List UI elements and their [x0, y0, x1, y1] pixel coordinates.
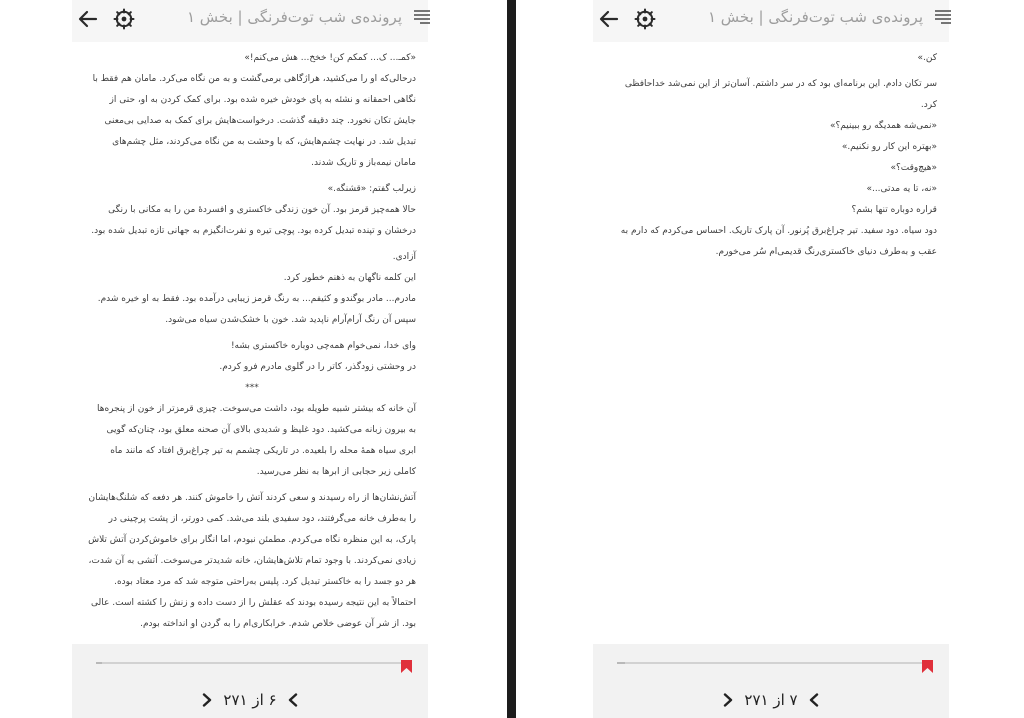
gear-icon[interactable] — [112, 7, 136, 31]
paragraph: وای خدا، نمی‌خوام همه‌چی دوباره خاکستری بشه! — [230, 341, 416, 351]
top-toolbar — [593, 0, 949, 38]
reading-progress-fill — [617, 662, 625, 664]
chevron-right-icon[interactable] — [197, 689, 217, 711]
page-navigator — [593, 688, 949, 712]
paragraph: این کلمه ناگهان به ذهنم خطور کرد. — [283, 273, 416, 283]
paragraph: «هیچ‌وقت؟» — [890, 163, 937, 173]
chevron-left-icon[interactable] — [804, 689, 824, 711]
bottom-toolbar — [72, 644, 428, 718]
paragraph: آن خانه که بیشتر شبیه طویله بود، داشت می‌سوخت. چیزی قرمزتر از خون از پنجره‌ها به بیرون زبانه می‌کشید. دود غلیظ و شدیدی بالای آن صحنه معلق بود، چنان‌که گویی ابری سیاه همهٔ محله را بلعیده. در تاریکی چشمم به تیر چراغ‌برق افتاد که مانند ماه کاملی زیر حجابی از ابرها به نظر می‌رسید. — [96, 404, 416, 477]
text-lines-icon[interactable] — [931, 5, 949, 29]
paragraph: سر تکان دادم. این برنامه‌ای بود که در سر داشتم. آسان‌تر از این نمی‌شد خداحافظی کرد. — [624, 79, 937, 110]
arrow-left-icon[interactable] — [76, 7, 100, 31]
bookmark-icon[interactable] — [400, 659, 413, 674]
paragraph: «بهتره این کار رو نکنیم.» — [841, 142, 937, 152]
page-divider — [507, 0, 516, 718]
text-lines-icon[interactable] — [410, 5, 428, 29]
bottom-toolbar — [593, 644, 949, 718]
page-indicator: ۶ از ۲۷۱ — [223, 691, 277, 709]
reading-progress-bar[interactable] — [617, 662, 929, 664]
chevron-left-icon[interactable] — [283, 689, 303, 711]
paragraph: آتش‌نشان‌ها از راه رسیدند و سعی کردند آتش را خاموش کنند. هر دفعه که شلنگ‌هایشان را به‌طرف خانه می‌گرفتند، دود سفیدی بلند می‌شد. کمی دورتر، از پشت پرچینی در پارک، به این منظره نگاه می‌کردم. مطمئن نبودم، اما انگار برای خاموش‌کردن آتش تلاش زیادی نمی‌کردند. با وجود تمام تلاش‌هایشان، خانه شدیدتر می‌سوخت. آتشی به آن شدت، هر دو جسد را به خاکستر تبدیل کرد. پلیس به‌راحتی متوجه شد که مرد معتاد بوده. احتمالاً به این نتیجه رسیده بودند که عقلش را از دست داده و زنش را کشته است. عالی بود. از شر آن عوضی خلاص شدم. خرابکاری‌ام را به گردن او انداخته بودم. — [88, 493, 416, 629]
page-indicator: ۷ از ۲۷۱ — [744, 691, 798, 709]
book-title: پرونده‌ی شب توت‌فرنگی | بخش ۱ — [186, 8, 402, 26]
page-content — [72, 42, 428, 644]
paragraph: حالا همه‌چیز قرمز بود. آن خون زندگی خاکستری و افسرده‌ٔ من را به مکانی با رنگی درخشان و تپنده تبدیل کرده بود. پوچی تیره و نفرت‌انگیزم به جهانی تازه تبدیل شده بود. — [91, 205, 416, 236]
book-title: پرونده‌ی شب توت‌فرنگی | بخش ۱ — [707, 8, 923, 26]
gear-icon[interactable] — [633, 7, 657, 31]
arrow-left-icon[interactable] — [597, 7, 621, 31]
section-separator: *** — [245, 383, 259, 393]
reader-panel-left — [72, 0, 428, 718]
paragraph: کن.» — [917, 53, 937, 63]
page-navigator — [72, 688, 428, 712]
paragraph: زیرلب گفتم: «قشنگه.» — [327, 184, 416, 194]
paragraph: درحالی‌که او را می‌کشید، هراژگاهی برمی‌گشت و به من نگاه می‌کرد. مامان هم فقط با نگاهی احمقانه و نشئه به پای خودش خیره شده بود. برای کمک کردن به او، حتی از جایش تکان نخورد. چند دقیقه گذشت. درخواست‌هایش برای کمک به صدایی بی‌معنی تبدیل شد. در نهایت چشم‌هایش، که با وحشت به من نگاه می‌کردند، مثل چشم‌های مامان نیمه‌باز و تاریک شدند. — [92, 74, 416, 168]
reader-panel-right — [593, 0, 949, 718]
bookmark-icon[interactable] — [921, 659, 934, 674]
reading-progress-bar[interactable] — [96, 662, 408, 664]
paragraph: آزادی. — [392, 252, 416, 262]
paragraph: مادرم... مادر بوگندو و کثیفم... به رنگ قرمز زیبایی درآمده بود. فقط به او خیره شدم. سپس آن رنگ آرام‌آرام ناپدید شد. خون با خشک‌شدن سیاه می‌شود. — [97, 294, 416, 325]
paragraph: «نه، تا یه مدتی...» — [866, 184, 937, 194]
paragraph: «نمی‌شه همدیگه رو ببینیم؟» — [830, 121, 937, 131]
reading-progress-fill — [96, 662, 102, 664]
paragraph: دود سیاه. دود سفید. تیر چراغ‌برق پُرنور. آن پارک تاریک. احساس می‌کردم که دارم به عقب و به‌طرف دنیای خاکستری‌رنگ قدیمی‌ام سُر می‌خورم. — [620, 226, 937, 257]
paragraph: قراره دوباره تنها بشم؟ — [851, 205, 937, 215]
page-content — [593, 42, 949, 644]
paragraph: در وحشتی زودگذر، کاتر را در گلوی مادرم فرو کردم. — [219, 362, 416, 372]
chevron-right-icon[interactable] — [718, 689, 738, 711]
top-toolbar — [72, 0, 428, 38]
paragraph: «کمـ... ک... کمکم کن! خخخ... هش می‌کنم!» — [244, 53, 416, 63]
